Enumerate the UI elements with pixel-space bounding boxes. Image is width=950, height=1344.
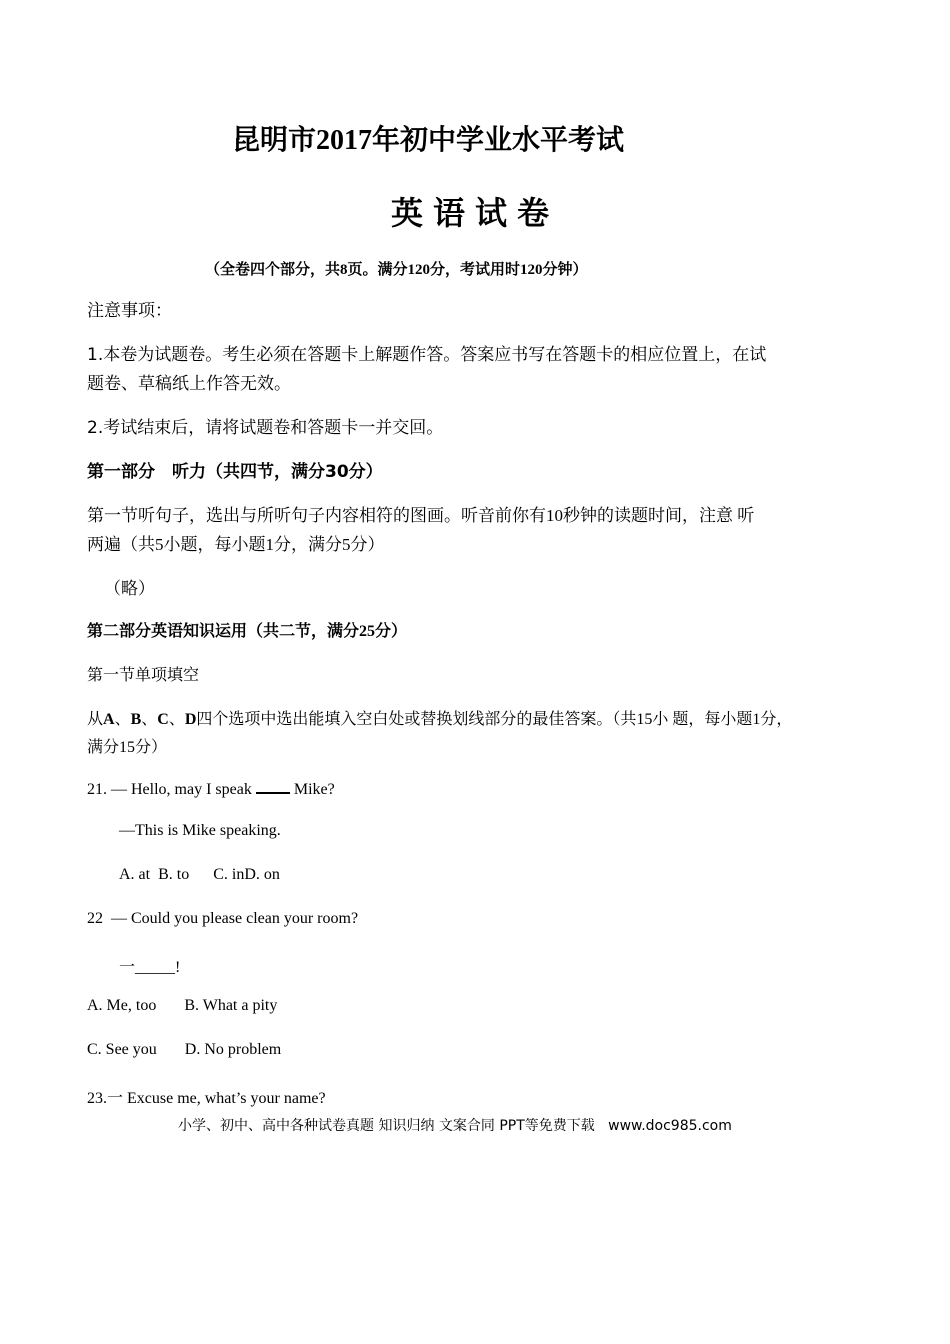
instructions-prefix: 从: [87, 711, 104, 728]
notice-heading: 注意事项：: [87, 301, 172, 321]
question-21-options: A. at B. to C. inD. on: [119, 866, 280, 883]
exam-subtitle: （全卷四个部分，共8页。满分120分，考试用时120分钟）: [205, 262, 588, 278]
instructions-rest: 四个选项中选出能填入空白处或替换划线部分的最佳答案。（共15小 题，每小题1分，: [196, 711, 793, 728]
part1-omitted: （略）: [104, 579, 155, 598]
answer-blank: [256, 778, 290, 794]
part2-heading: 第二部分英语知识运用（共二节，满分25分）: [87, 623, 408, 640]
option-letter-a: A: [103, 711, 115, 728]
question-22-options-1: A. Me, too B. What a pity: [87, 997, 278, 1014]
exam-title: 昆明市2017年初中学业水平考试: [232, 125, 625, 156]
separator: 、: [114, 711, 131, 728]
part1-section1-line-2: 两遍（共5小题，每小题1分，满分5分）: [87, 535, 385, 554]
question-22-reply: 一_____!: [119, 959, 181, 976]
footer-text: 小学、初中、高中各种试卷真题 知识归纳 文案合同 PPT等免费下载 www.doc985.com: [178, 1118, 732, 1134]
part1-heading: 第一部分 听力（共四节，满分30分）: [87, 462, 383, 482]
separator: 、: [168, 711, 185, 728]
separator: 、: [141, 711, 158, 728]
option-letter-d: D: [184, 711, 197, 728]
question-22-options-2: C. See you D. No problem: [87, 1041, 282, 1058]
option-letter-b: B: [130, 711, 142, 728]
notice-item-2: 2.考试结束后，请将试题卷和答题卡一并交回。: [87, 418, 444, 438]
question-21-reply: —This is Mike speaking.: [119, 822, 281, 839]
part1-section1-line-1: 第一节听句子，选出与所听句子内容相符的图画。听音前你有10秒钟的读题时间，注意 听: [87, 506, 755, 525]
exam-subject: 英语试卷: [390, 195, 559, 231]
question-23: 23.一 Excuse me, what’s your name?: [87, 1090, 326, 1107]
part2-section1-title: 第一节单项填空: [87, 667, 200, 684]
part2-instructions-line-2: 满分15分）: [87, 739, 168, 756]
notice-item-1-line-1: 1.本卷为试题卷。考生必须在答题卡上解题作答。答案应书写在答题卡的相应位置上，在试: [87, 345, 767, 365]
question-21: [87, 778, 335, 799]
question-21-stem: 21. — Hello, may I speak: [87, 781, 252, 798]
option-letter-c: C: [157, 711, 169, 728]
part2-instructions-line-1: [87, 706, 792, 729]
question-21-stem-end: Mike?: [293, 781, 335, 798]
question-22: 22 — Could you please clean your room?: [87, 910, 359, 927]
notice-item-1-line-2: 题卷、草稿纸上作答无效。: [87, 374, 291, 394]
